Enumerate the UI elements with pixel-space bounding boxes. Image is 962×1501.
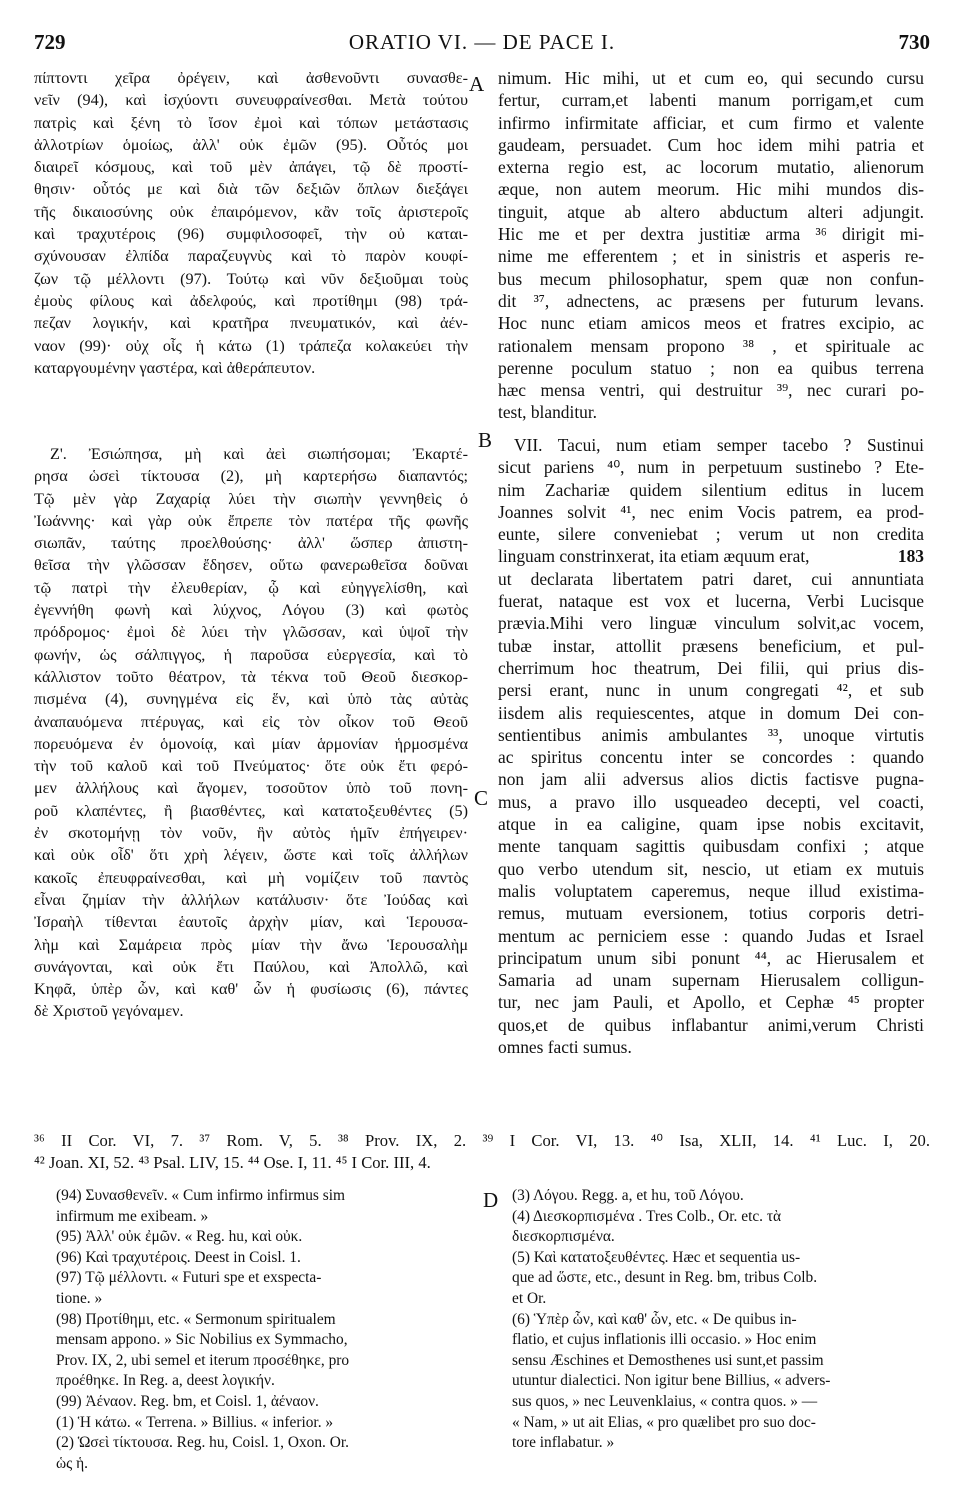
text-line: Κηφᾶ, ὑπὲρ ὧν, καὶ καθ' ὧν ἡ φυσίωσις (6), πάντες <box>34 980 468 999</box>
text-line: τῆς δικαιοσύνης οὐκ ἐπαιρόμενον, κἂν τοῖς ἀριστεροῖς <box>34 202 468 221</box>
note-line: et Or. <box>512 1289 547 1307</box>
text-line-content: linguam constrinxerat, ita etiam æquum erat, <box>498 546 810 567</box>
text-line: ρησα ὡσεὶ τίκτουσα (2), μὴ καρτερήσω διαπαντός; <box>34 467 468 486</box>
text-line: πισμένα (4), συνηγμένα εἰς ἕν, καὶ ὑπὸ τὰς αὐτὰς <box>34 690 468 709</box>
note-line: (96) Καὶ τραχυτέροις. Deest in Coisl. 1. <box>56 1248 301 1266</box>
text-line: mus, a pravo illo usqueadeo decepti, vel coacti, <box>498 791 924 812</box>
note-line: (99) Ἀέναον. Reg. bm, et Coisl. 1, ἀέναον. <box>56 1392 319 1410</box>
text-line: nim Zachariæ quidem silentium editus in lucem <box>498 479 924 500</box>
text-line: ἐγεννήθη φωνὴ καὶ λύχνος, Λόγου (3) καὶ φωτὸς <box>34 601 468 620</box>
text-line: eunte, silere conveniebat ; verum ut non credita <box>498 524 924 545</box>
note-line: προέθηκε. In Reg. a, deest λογικήν. <box>56 1372 275 1390</box>
text-line: Ζ'. Ἐσιώπησα, μὴ καὶ ἀεὶ σιωπήσομαι; Ἐκαρτέ- <box>50 445 468 463</box>
text-line: infirmo infirmitate afficiar, et cum firmo et valente <box>498 112 924 133</box>
text-line: ἐμοὺς φίλους καὶ ἀδελφούς, καὶ προτίθημι (98) τρά- <box>34 291 468 310</box>
text-line: perenne poculum statuo ; non ea quibus terrena <box>498 357 924 378</box>
text-line: mentum ac perniciem esse : quando Judas et Israel <box>498 925 924 946</box>
text-line: tubæ instar, attollit præsens beneficium, et pul- <box>498 635 924 656</box>
text-line: prævia.Mihi vero linguæ vinculum solvit,ac vocem, <box>498 613 924 634</box>
text-line: persi erant, nunc in unum congregati ⁴², et sub <box>498 680 924 701</box>
text-line: ναον (99)· οὐχ οἷς ἡ κάτω (1) τράπεζα κολακεύει τὴν <box>34 336 468 355</box>
section-marker-c: C <box>474 786 489 810</box>
margin-page-number: 183 <box>897 546 924 567</box>
text-line: τὴν τοῦ καλοῦ καὶ τοῦ Πνεύματος· ὅτε οὐκ ἔτι φερό- <box>34 757 468 776</box>
text-line: πορευόμενα ἐν ὁμονοίᾳ, καὶ μίαν ἁρμονίαν ἡρμοσμένα <box>34 734 468 753</box>
text-line: tinguit, atque ab altero abductum alteri adjungit. <box>498 201 924 222</box>
text-line: remus, mutuam eversionem, totius corporis detri- <box>498 903 924 924</box>
text-line: cherrimum hoc theatrum, Dei filii, qui prius dis- <box>498 657 924 678</box>
notes-right-column <box>512 1186 930 1454</box>
text-line: ἀναπαυόμενα πτέρυγας, καὶ εἰς τὸν οἶκον τοῦ Θεοῦ <box>34 712 468 731</box>
note-line: sus quos, » nec Leuvenklaius, « contra quos. » — <box>512 1392 818 1410</box>
text-line: πρόδρομος· ἐμοὶ δὲ λύει τὴν γλῶσσαν, καὶ ὑψοῖ τὴν <box>34 623 468 642</box>
section-marker-b: B <box>478 428 493 452</box>
text-line: iisdem alis requiescentes, atque in domum Dei con- <box>498 702 924 723</box>
text-line: πίπτοντι χεῖρα ὀρέγειν, καὶ ἀσθενοῦντι συνασθε- <box>34 69 468 87</box>
greek-column-part-2 <box>34 443 468 1023</box>
text-line: νεῖν (94), καὶ ἰσχύοντι συνευφραίνεσθαι. Μετὰ τούτου <box>34 91 468 110</box>
text-line: πατρὶς καὶ ξένη τὸ ἴσον ἐμοὶ καὶ τόπων μετάστασις <box>34 113 468 132</box>
note-line: tione. » <box>56 1289 103 1307</box>
text-line: θεῖσα τὴν γλῶσσαν ἔδησεν, οὕτω φανερωθεῖσα δοῦναι <box>34 556 468 575</box>
text-line: λὴμ καὶ Σαμάρεια πρὸς μίαν τὴν ἄνω Ἱερουσαλὴμ <box>34 935 468 954</box>
note-line: (3) Λόγου. Regg. a, et hu, τοῦ Λόγου. <box>512 1187 744 1204</box>
text-line: καταργουμένην γαστέρα, καὶ ἀθεράπευτον. <box>34 358 316 377</box>
running-title: ORATIO VI. — DE PACE I. <box>348 30 616 54</box>
text-line: ζων τῷ μέλλοντι (97). Τούτῳ καὶ νῦν δεξιοῦμαι τοὺς <box>34 269 468 288</box>
text-line: τῷ πατρὶ τὴν ἐλευθερίαν, ᾧ καὶ εὐηγγελίσθη, καὶ <box>34 578 468 597</box>
greek-column-part-1 <box>34 67 468 379</box>
text-line: κάλλιστον τοῦτο θέατρον, τὰ τέκνα τοῦ Θεοῦ διεσκορ- <box>34 667 468 686</box>
text-line: bus mecum philosophatur, spem quæ non confun- <box>498 268 924 289</box>
page-number-right: 730 <box>898 30 930 54</box>
text-line: καὶ οὐκ οἶδ' ὅτι χρὴ λέγειν, ὥστε καὶ τοῖς ἀλλήλων <box>34 846 468 865</box>
text-line: nimum. Hic mihi, ut et cum eo, qui secundo cursu <box>498 68 924 88</box>
text-line: quos,et de quibus inflabantur animi,verum Christi <box>498 1014 924 1035</box>
text-line: mente tanquam sagittis quibusdam confixi ; atque <box>498 836 924 857</box>
note-line: « Nam, » ut ait Elias, « pro quælibet pro suo doc- <box>512 1413 816 1431</box>
text-line: διαιρεῖ κόσμους, καὶ τοῦ μὲν ἀπάγει, τῷ δὲ προστί- <box>34 158 468 177</box>
scripture-references <box>34 1130 930 1174</box>
text-line: ροῦ κλαπέντες, ἢ βιασθέντες, καὶ κατατοξευθέντες (5) <box>34 801 468 820</box>
text-line: Joannes solvit ⁴¹, nec enim Vocis patrem, ea prod- <box>498 501 924 522</box>
note-line: Prov. IX, 2, ubi semel et iterum προσέθηκε, pro <box>56 1351 350 1369</box>
text-line: σιωπᾶν, ταύτης προελθούσης· ἀλλ' ὥσπερ ἀπιστη- <box>34 534 468 553</box>
text-line: non jam alii adversus alios dictis factisve pugna- <box>498 769 924 790</box>
text-line: fuerat, nataque est vox et lucerna, Verbi Lucisque <box>498 591 924 612</box>
text-line <box>498 545 924 567</box>
reference-line: ⁴² Joan. XI, 52. ⁴³ Psal. LIV, 15. ⁴⁴ Ose. I, 11. ⁴⁵ I Cor. III, 4. <box>34 1153 431 1172</box>
section-marker-a: A <box>469 72 485 96</box>
note-line: ὡς ἡ. <box>56 1454 88 1472</box>
text-line: hæc mensa ventri, qui destruitur ³⁹, nec curari po- <box>498 380 924 401</box>
text-line: κακοῖς ἐπευφραίνεσθαι, καὶ μὴ νομίζειν τοῦ παντὸς <box>34 868 468 887</box>
text-line: σχύνουσαν ἐλπίδα παραζευγνὺς καὶ τὸ παρὸν κουφί- <box>34 247 468 266</box>
note-line: (1) Ἡ κάτω. « Terrena. » Billius. « inferior. » <box>56 1413 334 1431</box>
text-line: δὲ Χριστοῦ γεγόναμεν. <box>34 1002 184 1021</box>
note-line: (98) Προτίθημι, etc. « Sermonum spiritualem <box>56 1310 336 1328</box>
text-line: sentientibus animis ambulantes ³³, unoque virtutis <box>498 724 924 745</box>
notes-left-column <box>56 1186 476 1474</box>
text-line: omnes facti sumus. <box>498 1037 632 1058</box>
note-line: (2) Ὡσεὶ τίκτουσα. Reg. hu, Coisl. 1, Oxon. Or. <box>56 1434 349 1452</box>
note-line: (4) Διεσκορπισμένα . Tres Colb., Or. etc. τὰ <box>512 1207 782 1225</box>
text-line: Ἰσραὴλ τίθενται ἑαυτοῖς ἀρχὴν μίαν, καὶ Ἱερουσα- <box>34 913 468 932</box>
page-header <box>34 30 930 60</box>
text-line: φωνήν, ὡς σάλπιγγος, ἡ παροῦσα εὐεργεσία, καὶ τὸ <box>34 645 468 664</box>
page-number-left: 729 <box>34 30 66 54</box>
text-line: rationalem mensam propono ³⁸ , et spirituale ac <box>498 335 924 356</box>
text-line: nime me efferentem ; et in sinistris et asperis re- <box>498 246 924 267</box>
text-line: malis voluptatem caperemus, neque illud existima- <box>498 880 924 901</box>
note-line: διεσκορπισμένα. <box>512 1228 615 1246</box>
text-line: Τῷ μὲν γὰρ Ζαχαρίᾳ λύει τὴν σιωπὴν γεννηθεὶς ὁ <box>34 489 468 508</box>
text-line: συνάγονται, καὶ οὐκ ἔτι Παύλου, καὶ Ἀπολλῶ, καὶ <box>34 957 468 976</box>
section-marker-d: D <box>483 1188 499 1212</box>
note-line: flatio, et cujus inflationis illi occasio. » Hoc enim <box>512 1331 817 1349</box>
text-line: Samaria ad unam supernam Hierusalem colligun- <box>498 970 924 991</box>
text-line: quo verbo utendum sit, nescio, ut etiam ex mutuis <box>498 858 924 879</box>
note-line: mensam appono. » Sic Nobilius ex Symmacho, <box>56 1331 348 1349</box>
reference-line: ³⁶ II Cor. VI, 7. ³⁷ Rom. V, 5. ³⁸ Prov. IX, 2. ³⁹ I Cor. VI, 13. ⁴⁰ Isa, XLII, 14. ⁴¹ Luc. I, 20. <box>34 1131 930 1150</box>
text-line: principatum unum sibi ponunt ⁴⁴, ac Hierusalem et <box>498 947 924 968</box>
latin-column-part-2 <box>498 434 924 1058</box>
text-line: externa regio est, ac locorum mutatio, alienorum <box>498 157 924 178</box>
text-line: VII. Tacui, num etiam semper tacebo ? Sustinui <box>514 435 924 455</box>
text-line: εἶναι ζημίαν τὴν ἀλλήλων κατάλυσιν· ὅτε Ἰούδας καὶ <box>34 890 468 909</box>
text-line: ut declarata libertatem patri daret, cui annuntiata <box>498 568 924 589</box>
text-line: ac spiritus concentu inter se concordes : quando <box>498 747 924 768</box>
text-line: μεν ἀλλήλους καὶ ἄγομεν, τοσοῦτον ὑπὸ τοῦ πονη- <box>34 779 468 798</box>
text-line: dit ³⁷, adnectens, ac præsens per futurum levans. <box>498 290 924 311</box>
note-line: (94) Συνασθενεῖν. « Cum infirmo infirmus sim <box>56 1187 346 1204</box>
text-line: ἀλλοτρίων ὁμοίως, ἀλλ' οὐκ ἐμῶν (95). Οὗτός μοι <box>34 135 468 154</box>
note-line: (97) Τῷ μέλλοντι. « Futuri spe et exspecta- <box>56 1269 322 1287</box>
text-line: atque in ea caligine, quam ipse nobis excitavit, <box>498 814 924 835</box>
note-line: que ad ὥστε, etc., desunt in Reg. bm, tribus Colb. <box>512 1269 818 1287</box>
text-line: καὶ τραχυτέροις (96) συμφιλοσοφεῖ, τὴν οὐ καται- <box>34 225 468 244</box>
text-line: æque, non autem meorum. Hic mihi mundos dis- <box>498 179 924 200</box>
text-line: tur, nec jam Pauli, et Apollo, et Cephæ ⁴⁵ propter <box>498 992 924 1013</box>
text-line: Ἰωάννης· καὶ γὰρ οὐκ ἔπρεπε τὸν πατέρα τῆς φωνῆς <box>34 511 468 530</box>
text-line: fertur, curram,et labenti manum porrigam,et cum <box>498 90 924 111</box>
text-line: θησιν· οὗτός με καὶ διὰ τῶν δεξιῶν ὅπλων διεξάγει <box>34 180 468 199</box>
text-line: ἐν σκοτομήνῃ τὸν νοῦν, ἣν αὐτὸς ἡμῖν ἐπήγειρεν· <box>34 824 468 843</box>
latin-column-part-1 <box>498 67 924 424</box>
text-line: Hic me et per dextra justitiæ arma ³⁶ dirigit mi- <box>498 224 924 245</box>
note-line: (5) Καὶ κατατοξευθέντες. Hæc et sequentia us- <box>512 1248 801 1266</box>
note-line: sensu Æschines et Demosthenes usi sunt,et passim <box>512 1351 824 1369</box>
note-line: tore inflabatur. » <box>512 1434 615 1452</box>
note-line: (6) Ὑπὲρ ὧν, καὶ καθ' ὧν, etc. « De quibus in- <box>512 1310 797 1328</box>
text-line: sicut pariens ⁴⁰, num in perpetuum sustinebo ? Ete- <box>498 457 924 478</box>
note-line: utuntur dialectici. Non igitur bene Billius, « advers- <box>512 1372 831 1390</box>
text-line: Hoc nunc etiam amicos meos et fratres excipio, ac <box>498 313 924 334</box>
text-line: test, blanditur. <box>498 402 598 423</box>
text-line: gaudeam, persuadet. Cum hoc idem mihi patria et <box>498 134 924 155</box>
note-line: infirmum me exibeam. » <box>56 1207 209 1225</box>
text-line: πεζαν λογικήν, καὶ κρατῆρα πνευματικόν, καὶ ἀέν- <box>34 314 468 333</box>
note-line: (95) Ἀλλ' οὐκ ἐμῶν. « Reg. hu, καὶ οὐκ. <box>56 1228 303 1246</box>
